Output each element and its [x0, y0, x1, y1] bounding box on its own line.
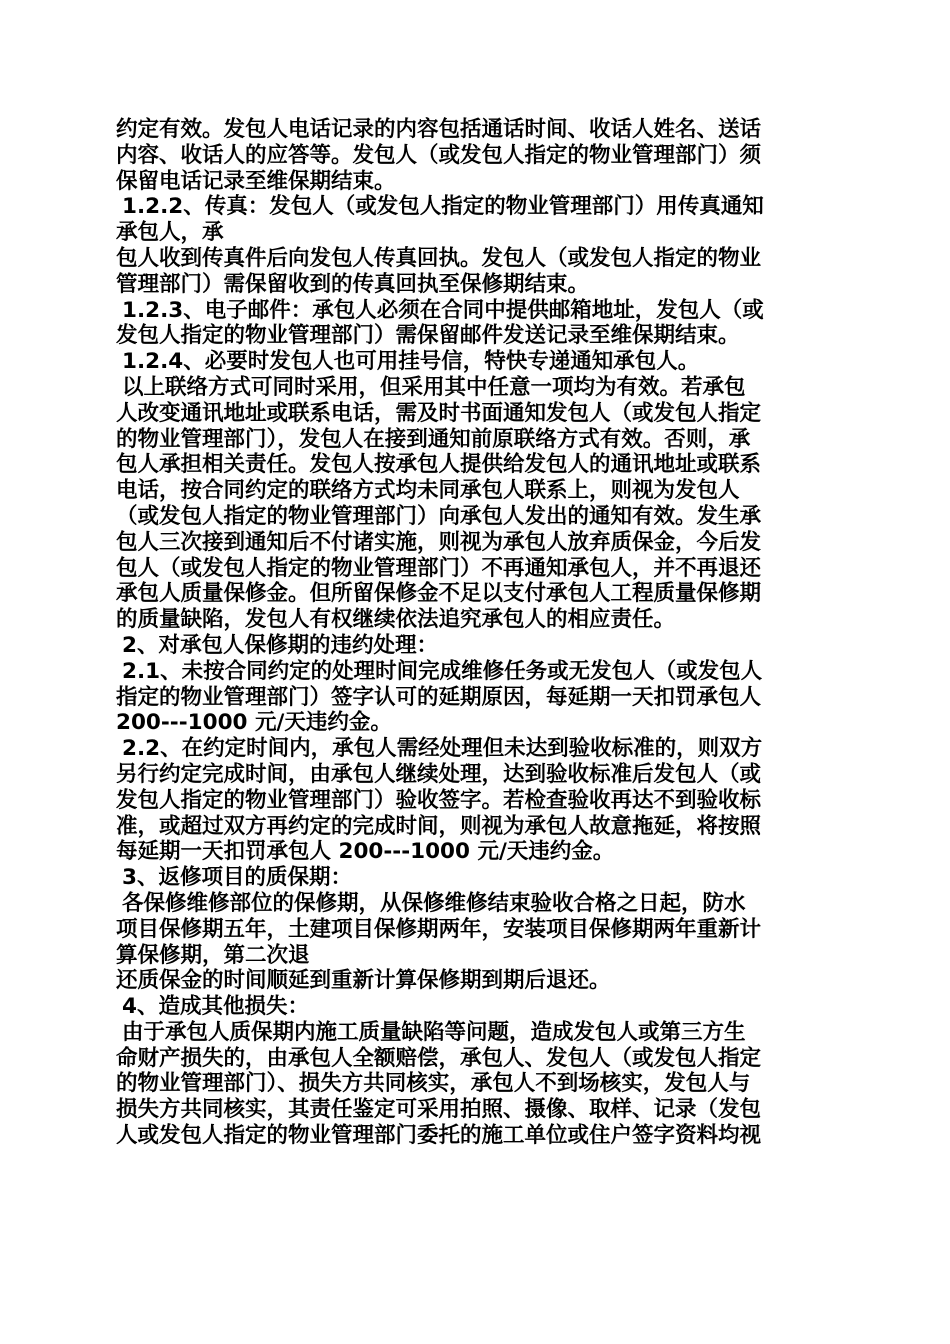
text-line: 指定的物业管理部门）签字认可的延期原因，每延期一天扣罚承包人	[116, 684, 762, 710]
text-line: 算保修期，第二次退	[116, 942, 310, 968]
document-page	[116, 117, 836, 1149]
text-line: 电话，按合同约定的联络方式均未同承包人联系上，则视为发包人	[116, 478, 740, 504]
text-line: 命财产损失的，由承包人全额赔偿，承包人、发包人（或发包人指定	[116, 1045, 762, 1071]
text-line: 承包人，承	[116, 220, 224, 246]
text-line: 项目保修期五年，土建项目保修期两年，安装项目保修期两年重新计	[116, 916, 762, 942]
text-line: 的物业管理部门），发包人在接到通知前原联络方式有效。否则，承	[116, 426, 751, 452]
text-line: 管理部门）需保留收到的传真回执至保修期结束。	[116, 271, 590, 297]
text-line: 3、返修项目的质保期：	[122, 865, 352, 891]
text-line: 准，或超过双方再约定的完成时间，则视为承包人故意拖延，将按照	[116, 813, 762, 839]
text-line: 由于承包人质保期内施工质量缺陷等问题，造成发包人或第三方生	[122, 1019, 746, 1045]
text-line: 1.2.2、传真：发包人（或发包人指定的物业管理部门）用传真通知	[122, 194, 764, 220]
text-line: 包人收到传真件后向发包人传真回执。发包人（或发包人指定的物业	[116, 245, 762, 271]
text-line: 以上联络方式可同时采用，但采用其中任意一项均为有效。若承包	[122, 374, 746, 400]
text-line: 包人承担相关责任。发包人按承包人提供给发包人的通讯地址或联系	[116, 452, 762, 478]
text-line: 内容、收话人的应答等。发包人（或发包人指定的物业管理部门）须	[116, 142, 762, 168]
text-line: 承包人质量保修金。但所留保修金不足以支付承包人工程质量保修期	[116, 581, 762, 607]
text-line: 损失方共同核实，其责任鉴定可采用拍照、摄像、取样、记录（发包	[116, 1097, 762, 1123]
text-line: 1.2.4、必要时发包人也可用挂号信，特快专递通知承包人。	[122, 349, 700, 375]
text-line: 的质量缺陷，发包人有权继续依法追究承包人的相应责任。	[116, 607, 676, 633]
text-line: 发包人指定的物业管理部门）需保留邮件发送记录至维保期结束。	[116, 323, 740, 349]
text-line: 2.1、未按合同约定的处理时间完成维修任务或无发包人（或发包人	[122, 658, 763, 684]
text-line: 另行约定完成时间，由承包人继续处理，达到验收标准后发包人（或	[116, 761, 762, 787]
text-line: 各保修维修部位的保修期，从保修维修结束验收合格之日起，防水	[122, 890, 746, 916]
text-line: 人或发包人指定的物业管理部门委托的施工单位或住户签字资料均视	[116, 1123, 762, 1149]
text-line: 保留电话记录至维保期结束。	[116, 168, 396, 194]
text-line: 2.2、在约定时间内，承包人需经处理但未达到验收标准的，则双方	[122, 736, 763, 762]
text-line: 包人三次接到通知后不付诸实施，则视为承包人放弃质保金，今后发	[116, 529, 762, 555]
text-line: 人改变通讯地址或联系电话，需及时书面通知发包人（或发包人指定	[116, 400, 762, 426]
text-line: 4、造成其他损失：	[122, 994, 309, 1020]
text-line: 的物业管理部门）、损失方共同核实，承包人不到场核实，发包人与	[116, 1071, 751, 1097]
text-line: 还质保金的时间顺延到重新计算保修期到期后退还。	[116, 968, 611, 994]
text-line: 1.2.3、电子邮件：承包人必须在合同中提供邮箱地址，发包人（或	[122, 297, 764, 323]
text-line: 发包人指定的物业管理部门）验收签字。若检查验收再达不到验收标	[116, 787, 762, 813]
text-line: 2、对承包人保修期的违约处理：	[122, 632, 438, 658]
text-line: 约定有效。发包人电话记录的内容包括通话时间、收话人姓名、送话	[116, 117, 762, 142]
text-line: 每延期一天扣罚承包人 200---1000 元/天违约金。	[116, 839, 615, 865]
text-line: （或发包人指定的物业管理部门）向承包人发出的通知有效。发生承	[116, 503, 762, 529]
text-line: 200---1000 元/天违约金。	[116, 710, 392, 736]
text-line: 包人（或发包人指定的物业管理部门）不再通知承包人，并不再退还	[116, 555, 762, 581]
